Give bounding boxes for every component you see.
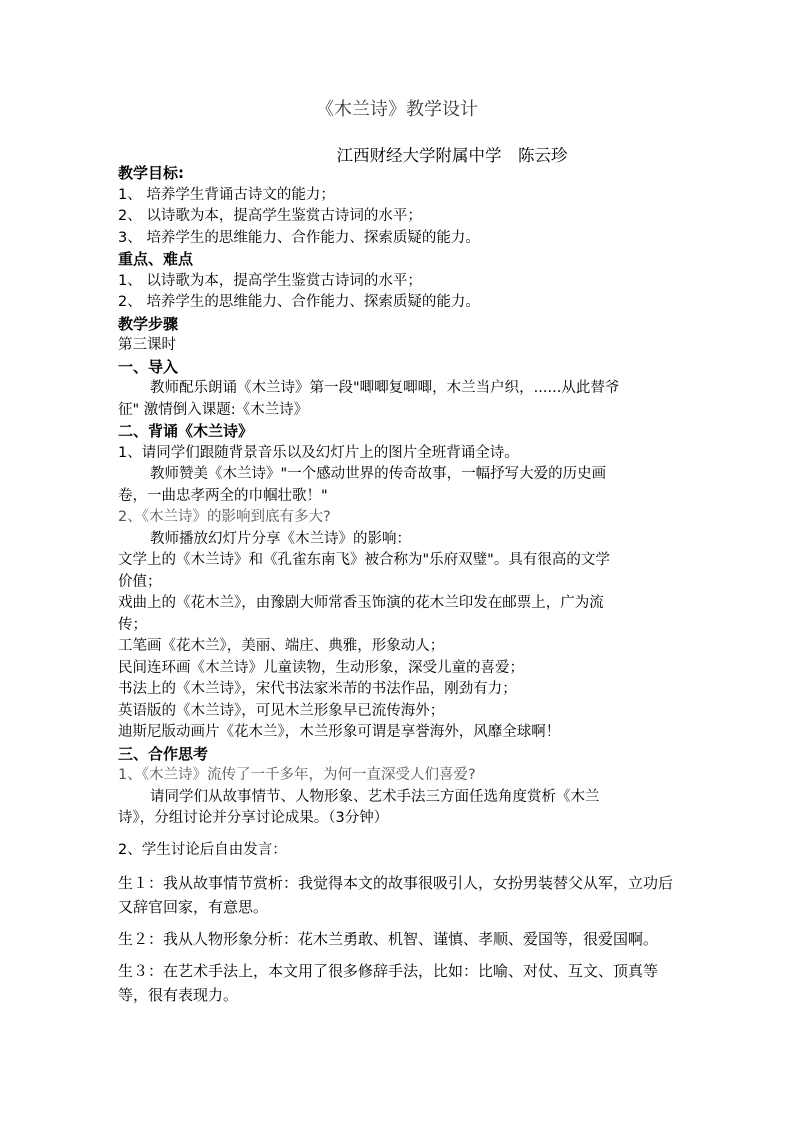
document-title: 《木兰诗》教学设计: [316, 99, 478, 120]
goal-item: 1、 培养学生背诵古诗文的能力；: [118, 186, 335, 203]
section-3-line: 1、《木兰诗》流传了一千多年，为何一直深受人们喜爱?: [118, 767, 476, 783]
goals-heading: 教学目标:: [118, 164, 184, 182]
section-1-line: 教师配乐朗诵《木兰诗》第一段"唧唧复唧唧，木兰当户织，......从此替爷: [150, 380, 620, 396]
section-2-line: 传；: [118, 616, 147, 633]
student-answer-2: 生２：我从人物形象分析：花木兰勇敢、机智、谨慎、孝顺、爱国等，很爱国啊。: [118, 930, 659, 948]
section-2-line: 书法上的《木兰诗》，宋代书法家米芾的书法作品，刚劲有力；: [118, 681, 517, 697]
section-3-heading: 三、合作思考: [118, 744, 209, 763]
section-2-line: 卷，一曲忠孝两全的巾帼壮歌！": [118, 487, 328, 504]
section-2-line: 民间连环画《木兰诗》儿童读物，生动形象，深受儿童的喜爱；: [118, 659, 524, 676]
lesson-label: 第三课时: [118, 337, 176, 353]
document-author: 江西财经大学附属中学 陈云珍: [336, 146, 568, 165]
goal-item: 2、 以诗歌为本，提高学生鉴赏古诗词的水平；: [118, 208, 422, 224]
section-2-heading: 二、背诵《木兰诗》: [118, 422, 254, 440]
section-2-line: 2、《木兰诗》的影响到底有多大?: [118, 509, 331, 525]
section-2-line: 教师播放幻灯片分享《木兰诗》的影响：: [150, 530, 411, 547]
student-answer-1: 生１：我从故事情节赏析：我觉得本文的故事很吸引人，女扮男装替父从军，立功后又辞官回家，有意思。: [118, 874, 674, 916]
key-item: 2、 培养学生的思维能力、合作能力、探索质疑的能力。: [118, 294, 480, 310]
key-heading: 重点、难点: [118, 250, 194, 268]
key-item: 1、 以诗歌为本，提高学生鉴赏古诗词的水平；: [118, 272, 422, 289]
section-3-line: 诗》，分组讨论并分享讨论成果。（3分钟）: [118, 810, 389, 826]
section-2-line: 教师赞美《木兰诗》"一个感动世界的传奇故事，一幅抒写大爱的历史画: [150, 466, 607, 482]
section-2-line: 价值；: [118, 573, 162, 590]
section-2-line: 戏曲上的《花木兰》，由豫剧大师常香玉饰演的花木兰印发在邮票上，广为流: [118, 595, 604, 611]
steps-heading: 教学步骤: [118, 314, 179, 333]
section-2-line: 1、请同学们跟随背景音乐以及幻灯片上的图片全班背诵全诗。: [118, 444, 519, 461]
section-3-line: 2、学生讨论后自由发言：: [118, 841, 287, 858]
document-body: [118, 163, 678, 1015]
section-2-line: 英语版的《木兰诗》，可见木兰形象早已流传海外；: [118, 702, 445, 719]
section-1-line: 征" 激情倒入课题:《木兰诗》: [118, 401, 309, 418]
section-2-line: 工笔画《花木兰》，美丽、端庄、典雅，形象动人；: [118, 638, 445, 654]
section-2-line: 迪斯尼版动画片《花木兰》，木兰形象可谓是享誉海外，风靡全球啊！: [118, 724, 561, 740]
section-3-line: 请同学们从故事情节、人物形象、艺术手法三方面任选角度赏析《木兰: [150, 788, 600, 805]
section-2-line: 文学上的《木兰诗》和《孔雀东南飞》被合称为"乐府双璧"。具有很高的文学: [118, 552, 610, 568]
section-1-heading: 一、导入: [118, 357, 179, 376]
student-answer-3: 生３：在艺术手法上，本文用了很多修辞手法，比如：比喻、对仗、互文、顶真等等，很有表现力。: [118, 962, 659, 1004]
goal-item: 3、 培养学生的思维能力、合作能力、探索质疑的能力。: [118, 229, 480, 246]
